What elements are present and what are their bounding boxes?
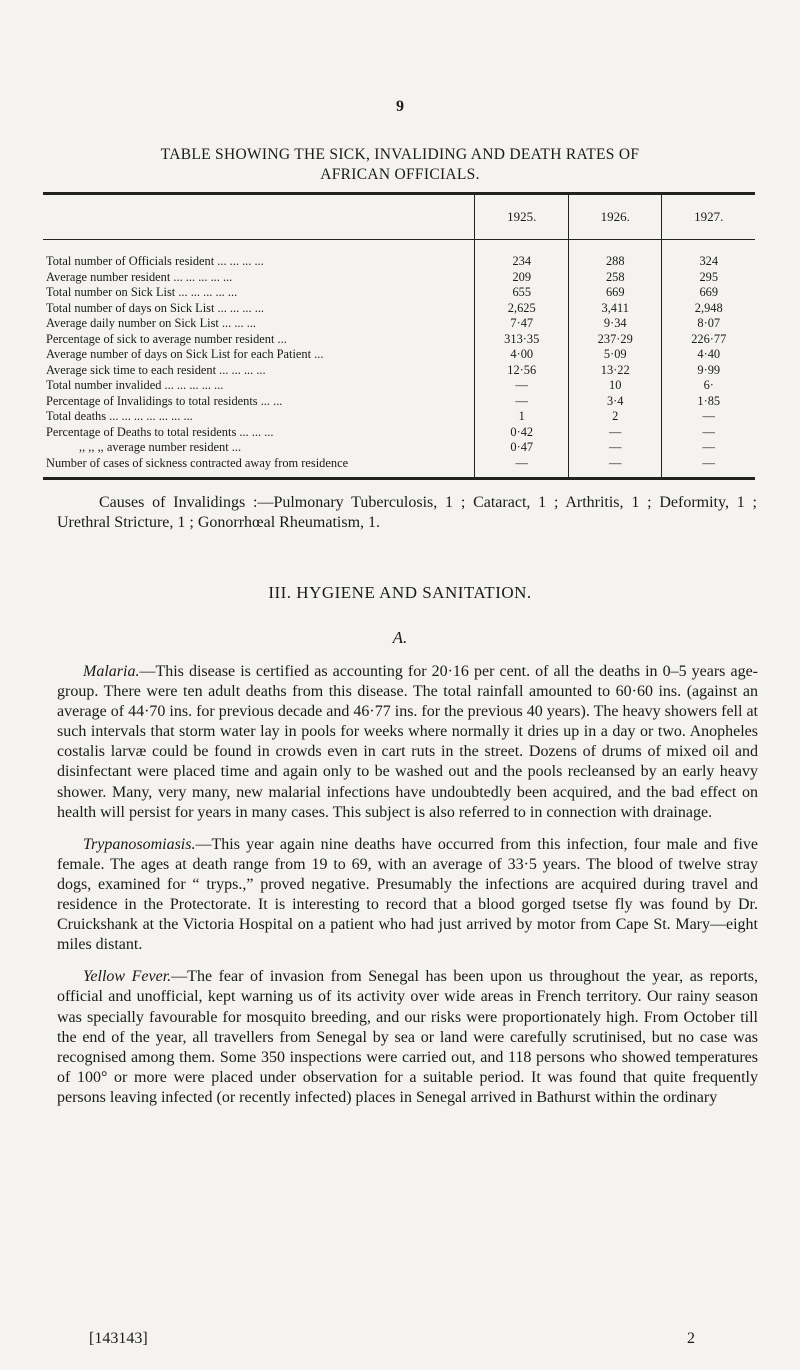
cell-1926: 2 <box>568 409 662 425</box>
row-label: Total number of days on Sick List ... ... ... ... <box>46 300 265 315</box>
cell-1927: 324 <box>662 240 755 270</box>
paragraph-title: Trypanosomiasis. <box>83 835 196 853</box>
header-blank <box>43 194 475 240</box>
row-label: Number of cases of sickness contracted away from residence <box>43 456 475 479</box>
cell-1926: 10 <box>568 378 662 394</box>
cell-1926: — <box>568 425 662 441</box>
paragraph-text: —The fear of invasion from Senegal has been upon us throughout the year, as reports, official and unofficial, kept warning us of its activity over wide areas in French territory. Our rainy season was specially favourable for mosquito breeding, and our risks were proportionately high. From October till the end of the year, all travellers from Senegal by sea or land were carefully scrutinised, but no case was recognised among them. Some 350 inspections were carried out, and 118 persons who showed temperatures of 100° or more were placed under observation for a suitable period. It was found that quite frequently persons leaving infected (or recently infected) places in Senegal arrived in Bathurst within the ordinary <box>57 968 759 1106</box>
cell-1925: 313·35 <box>475 332 569 348</box>
cell-1927: — <box>662 425 755 441</box>
cell-1927: 4·40 <box>662 347 755 363</box>
paragraph-text: —This disease is certified as accounting for 20·16 per cent. of all the deaths in 0–5 years age-group. There were ten adult deaths from this disease. The total rainfall amounted to 60·60 ins. (against an average of 44·70 ins. for previous decade and 46·77 ins. for the previous 40 years). The heavy showers fell at such intervals that storm water lay in pools for weeks where normally it dries up in a day or two. Anopheles costalis larvæ could be found in crowds even in cart ruts in the street. Dozens of drums of mixed oil and disinfectant were placed time and again only to be washed out and the pools recleansed by an early heavy shower. Many, very many, new malarial infections have undoubtedly been acquired, and the bad effect on health will persist for years in many cases. This subject is also referred to in connection with drainage. <box>57 663 758 821</box>
table-row <box>43 301 755 317</box>
cell-1926: 3·4 <box>568 394 662 410</box>
table-row <box>43 347 755 363</box>
row-label: Total number on Sick List ... ... ... ... ... <box>46 285 238 299</box>
table-row <box>43 285 755 301</box>
row-label: Percentage of Invalidings to total residents ... ... <box>46 393 283 408</box>
row-label: Percentage of sick to average number resident ... <box>46 331 287 346</box>
table-row <box>43 440 755 456</box>
cell-1927: — <box>662 440 755 456</box>
row-label: Average number resident ... ... ... ... ... <box>46 269 233 284</box>
table-row <box>43 332 755 348</box>
cell-1925: 655 <box>475 285 569 301</box>
table-row <box>43 394 755 410</box>
table-title-line-1: TABLE SHOWING THE SICK, INVALIDING AND DEATH RATES OF <box>160 146 640 163</box>
cell-1925: 0·42 <box>475 425 569 441</box>
cell-1925: 7·47 <box>475 316 569 332</box>
section-subheading: A. <box>392 628 408 647</box>
table-header-row <box>43 194 755 240</box>
section-heading: III. HYGIENE AND SANITATION. <box>268 583 532 602</box>
cell-1925: — <box>475 394 569 410</box>
cell-1926: 3,411 <box>568 301 662 317</box>
page-number: 9 <box>396 98 404 115</box>
paragraph-text: —This year again nine deaths have occurred from this infection, four male and five female. The ages at death range from 19 to 69, with an average of 33·5 years. The blood of twelve stray dogs, examined for “ tryps.,” proved negative. Presumably the infections are acquired during travel and residence in the Protectorate. It is interesting to record that a blood gorged tsetse fly was found by Dr. Cruickshank at the Victoria Hospital on a patient who had just arrived by motor from Cape St. Mary—eight miles distant. <box>57 835 758 954</box>
table-row <box>43 425 755 441</box>
table-row <box>43 240 755 270</box>
table-row <box>43 363 755 379</box>
year-header-1925: 1925. <box>475 194 569 240</box>
year-header-1927: 1927. <box>662 194 755 240</box>
cell-1927: 8·07 <box>662 316 755 332</box>
table-row <box>43 316 755 332</box>
body-text <box>57 662 758 1120</box>
cell-1927: — <box>662 409 755 425</box>
table-row <box>43 270 755 286</box>
table-row <box>43 378 755 394</box>
table-title <box>60 145 740 185</box>
cell-1926: 13·22 <box>568 363 662 379</box>
cell-1925: 12·56 <box>475 363 569 379</box>
row-label: Total number invalided ... ... ... ... ... <box>46 378 224 392</box>
cell-1926: 5·09 <box>568 347 662 363</box>
cell-1927: 9·99 <box>662 363 755 379</box>
cell-1927: — <box>662 456 755 479</box>
cell-1927: 669 <box>662 285 755 301</box>
row-label: Average daily number on Sick List ... ... ... <box>46 316 257 330</box>
cell-1925: 0·47 <box>475 440 569 456</box>
cell-1926: — <box>568 440 662 456</box>
table-row <box>43 456 755 479</box>
cell-1926: — <box>568 456 662 479</box>
cell-1926: 237·29 <box>568 332 662 348</box>
cell-1925: — <box>475 456 569 479</box>
cell-1925: 209 <box>475 270 569 286</box>
paragraph-yellow-fever <box>57 967 758 1108</box>
cell-1927: 1·85 <box>662 394 755 410</box>
causes-of-invalidings: Causes of Invalidings :—Pulmonary Tuberculosis, 1 ; Cataract, 1 ; Arthritis, 1 ; Deformity, 1 ; Urethral Stricture, 1 ; Gonorrhœal Rheumatism, 1. <box>57 494 757 531</box>
paragraph-title: Malaria. <box>83 663 140 680</box>
table-row <box>43 409 755 425</box>
cell-1926: 9·34 <box>568 316 662 332</box>
paragraph-malaria <box>57 662 758 823</box>
cell-1926: 669 <box>568 285 662 301</box>
cell-1926: 288 <box>568 240 662 270</box>
page-footer <box>89 1330 695 1348</box>
row-label: Total number of Officials resident ... ... ... ... <box>46 254 264 268</box>
row-label: Average number of days on Sick List for each Patient ... <box>46 347 324 361</box>
cell-1925: — <box>475 378 569 394</box>
cell-1925: 1 <box>475 409 569 425</box>
cell-1925: 4·00 <box>475 347 569 363</box>
cell-1926: 258 <box>568 270 662 286</box>
cell-1927: 2,948 <box>662 301 755 317</box>
cell-1927: 6· <box>662 378 755 394</box>
cell-1925: 2,625 <box>475 301 569 317</box>
row-label: Average sick time to each resident ... ... ... ... <box>46 362 266 377</box>
print-reference: [143143] <box>89 1330 148 1347</box>
cell-1925: 234 <box>475 240 569 270</box>
cell-1927: 295 <box>662 270 755 286</box>
year-header-1926: 1926. <box>568 194 662 240</box>
sheet-signature: 2 <box>687 1330 695 1347</box>
rates-table <box>43 192 755 480</box>
paragraph-title: Yellow Fever. <box>83 968 172 986</box>
row-label: ,, ,, ,, average number resident ... <box>79 440 242 454</box>
cell-1927: 226·77 <box>662 332 755 348</box>
table-title-line-2: AFRICAN OFFICIALS. <box>320 166 480 183</box>
row-label: Percentage of Deaths to total residents ... ... ... <box>46 424 274 439</box>
row-label: Total deaths ... ... ... ... ... ... ... <box>46 409 193 423</box>
paragraph-trypanosomiasis <box>57 835 758 956</box>
